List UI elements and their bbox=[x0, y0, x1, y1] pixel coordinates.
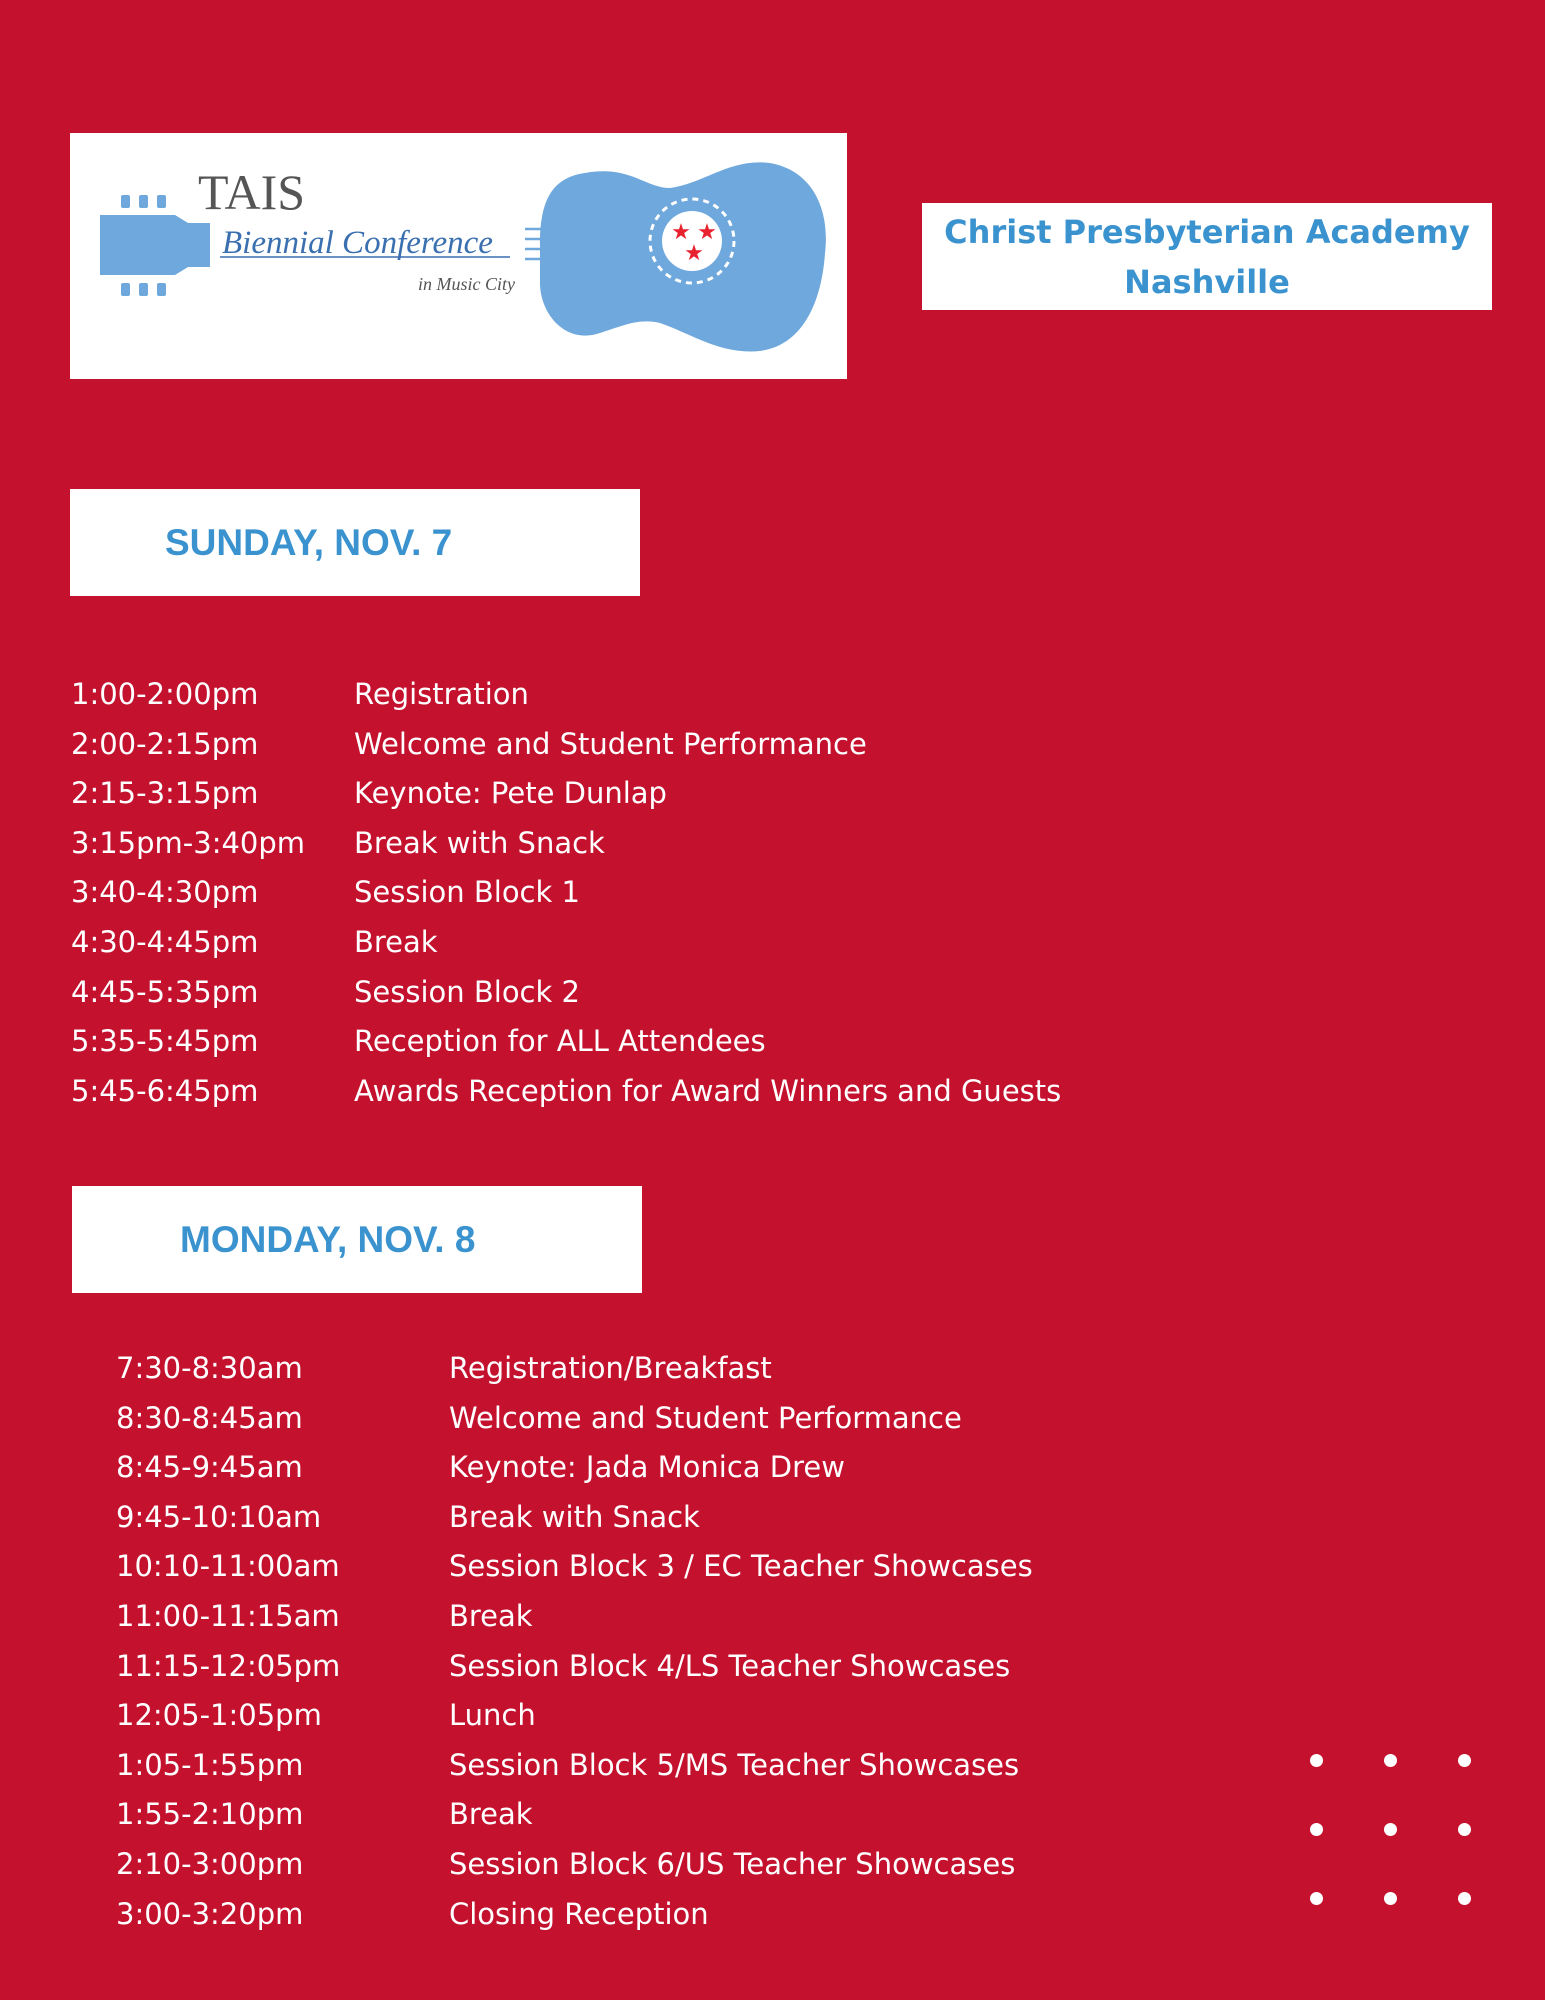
schedule-time: 2:15-3:15pm bbox=[71, 776, 259, 811]
schedule-event: Session Block 3 / EC Teacher Showcases bbox=[449, 1549, 1033, 1584]
schedule-row bbox=[116, 1443, 1216, 1493]
schedule-row bbox=[71, 918, 1171, 968]
logo-line2: in Music City bbox=[418, 274, 515, 294]
svg-text:★: ★ bbox=[671, 220, 691, 245]
schedule-time: 3:00-3:20pm bbox=[116, 1896, 304, 1931]
schedule-event: Break bbox=[449, 1797, 533, 1832]
logo-line1: Biennial Conference bbox=[222, 225, 493, 261]
schedule-event: Registration bbox=[354, 677, 529, 711]
svg-text:★: ★ bbox=[684, 241, 704, 266]
schedule-event: Reception for ALL Attendees bbox=[354, 1024, 766, 1059]
schedule-row bbox=[71, 1067, 1171, 1117]
schedule-time: 2:10-3:00pm bbox=[116, 1846, 304, 1881]
decorative-dot bbox=[1310, 1823, 1323, 1836]
schedule-time: 1:05-1:55pm bbox=[116, 1747, 304, 1782]
schedule-time: 10:10-11:00am bbox=[116, 1549, 340, 1584]
schedule-event: Keynote: Jada Monica Drew bbox=[449, 1450, 845, 1485]
schedule-event: Session Block 5/MS Teacher Showcases bbox=[449, 1747, 1020, 1782]
decorative-dot-grid bbox=[1310, 1754, 1480, 1904]
schedule-time: 11:00-11:15am bbox=[116, 1598, 340, 1633]
schedule-time: 12:05-1:05pm bbox=[116, 1698, 322, 1733]
schedule-row bbox=[116, 1840, 1216, 1890]
schedule-event: Lunch bbox=[449, 1698, 536, 1733]
conference-logo bbox=[70, 133, 847, 379]
schedule-time: 7:30-8:30am bbox=[116, 1351, 303, 1385]
decorative-dot bbox=[1458, 1754, 1471, 1767]
schedule-time: 5:35-5:45pm bbox=[71, 1024, 259, 1059]
monday-schedule bbox=[116, 1344, 1216, 1939]
schedule-row bbox=[71, 1017, 1171, 1067]
schedule-event: Awards Reception for Award Winners and Guests bbox=[354, 1073, 1062, 1108]
decorative-dot bbox=[1458, 1892, 1471, 1905]
schedule-row bbox=[116, 1790, 1216, 1840]
schedule-time: 3:15pm-3:40pm bbox=[71, 825, 306, 860]
schedule-row bbox=[71, 968, 1171, 1018]
schedule-time: 4:30-4:45pm bbox=[71, 924, 259, 959]
schedule-row bbox=[116, 1642, 1216, 1692]
venue-label bbox=[922, 203, 1492, 310]
schedule-event: Break with Snack bbox=[354, 825, 605, 860]
schedule-row bbox=[71, 868, 1171, 918]
schedule-row bbox=[116, 1592, 1216, 1642]
svg-text:★: ★ bbox=[697, 220, 717, 245]
schedule-time: 5:45-6:45pm bbox=[71, 1073, 259, 1108]
schedule-event: Closing Reception bbox=[449, 1896, 709, 1931]
schedule-event: Session Block 4/LS Teacher Showcases bbox=[449, 1648, 1011, 1683]
schedule-event: Registration/Breakfast bbox=[449, 1351, 772, 1385]
decorative-dot bbox=[1458, 1823, 1471, 1836]
schedule-row bbox=[71, 769, 1171, 819]
schedule-event: Keynote: Pete Dunlap bbox=[354, 776, 667, 811]
schedule-row bbox=[116, 1394, 1216, 1444]
schedule-event: Session Block 1 bbox=[354, 875, 580, 910]
schedule-row bbox=[116, 1890, 1216, 1940]
guitar-logo-graphic bbox=[70, 133, 847, 379]
schedule-row bbox=[116, 1542, 1216, 1592]
schedule-time: 1:55-2:10pm bbox=[116, 1797, 304, 1832]
schedule-row bbox=[116, 1741, 1216, 1791]
schedule-time: 4:45-5:35pm bbox=[71, 974, 259, 1009]
schedule-event: Break bbox=[449, 1598, 533, 1633]
venue-name: Christ Presbyterian Academy bbox=[944, 213, 1470, 251]
schedule-row bbox=[71, 720, 1171, 770]
sunday-heading: SUNDAY, NOV. 7 bbox=[70, 489, 640, 596]
schedule-time: 11:15-12:05pm bbox=[116, 1648, 341, 1683]
venue-city: Nashville bbox=[1124, 263, 1290, 301]
schedule-event: Session Block 6/US Teacher Showcases bbox=[449, 1846, 1016, 1881]
decorative-dot bbox=[1384, 1754, 1397, 1767]
schedule-time: 9:45-10:10am bbox=[116, 1499, 322, 1534]
schedule-row bbox=[116, 1691, 1216, 1741]
decorative-dot bbox=[1384, 1823, 1397, 1836]
schedule-event: Break with Snack bbox=[449, 1499, 700, 1534]
schedule-row bbox=[71, 670, 1171, 720]
logo-title: TAIS bbox=[198, 164, 306, 220]
schedule-time: 8:45-9:45am bbox=[116, 1450, 303, 1485]
schedule-row bbox=[116, 1344, 1216, 1394]
monday-heading: MONDAY, NOV. 8 bbox=[72, 1186, 642, 1293]
schedule-event: Welcome and Student Performance bbox=[354, 726, 867, 761]
schedule-event: Break bbox=[354, 924, 438, 959]
schedule-time: 8:30-8:45am bbox=[116, 1400, 303, 1435]
schedule-row bbox=[71, 819, 1171, 869]
schedule-event: Session Block 2 bbox=[354, 974, 580, 1009]
schedule-time: 1:00-2:00pm bbox=[71, 677, 259, 711]
decorative-dot bbox=[1310, 1892, 1323, 1905]
schedule-row bbox=[116, 1493, 1216, 1543]
schedule-time: 2:00-2:15pm bbox=[71, 726, 259, 761]
decorative-dot bbox=[1384, 1892, 1397, 1905]
schedule-event: Welcome and Student Performance bbox=[449, 1400, 962, 1435]
decorative-dot bbox=[1310, 1754, 1323, 1767]
sunday-schedule bbox=[71, 670, 1171, 1116]
schedule-time: 3:40-4:30pm bbox=[71, 875, 259, 910]
